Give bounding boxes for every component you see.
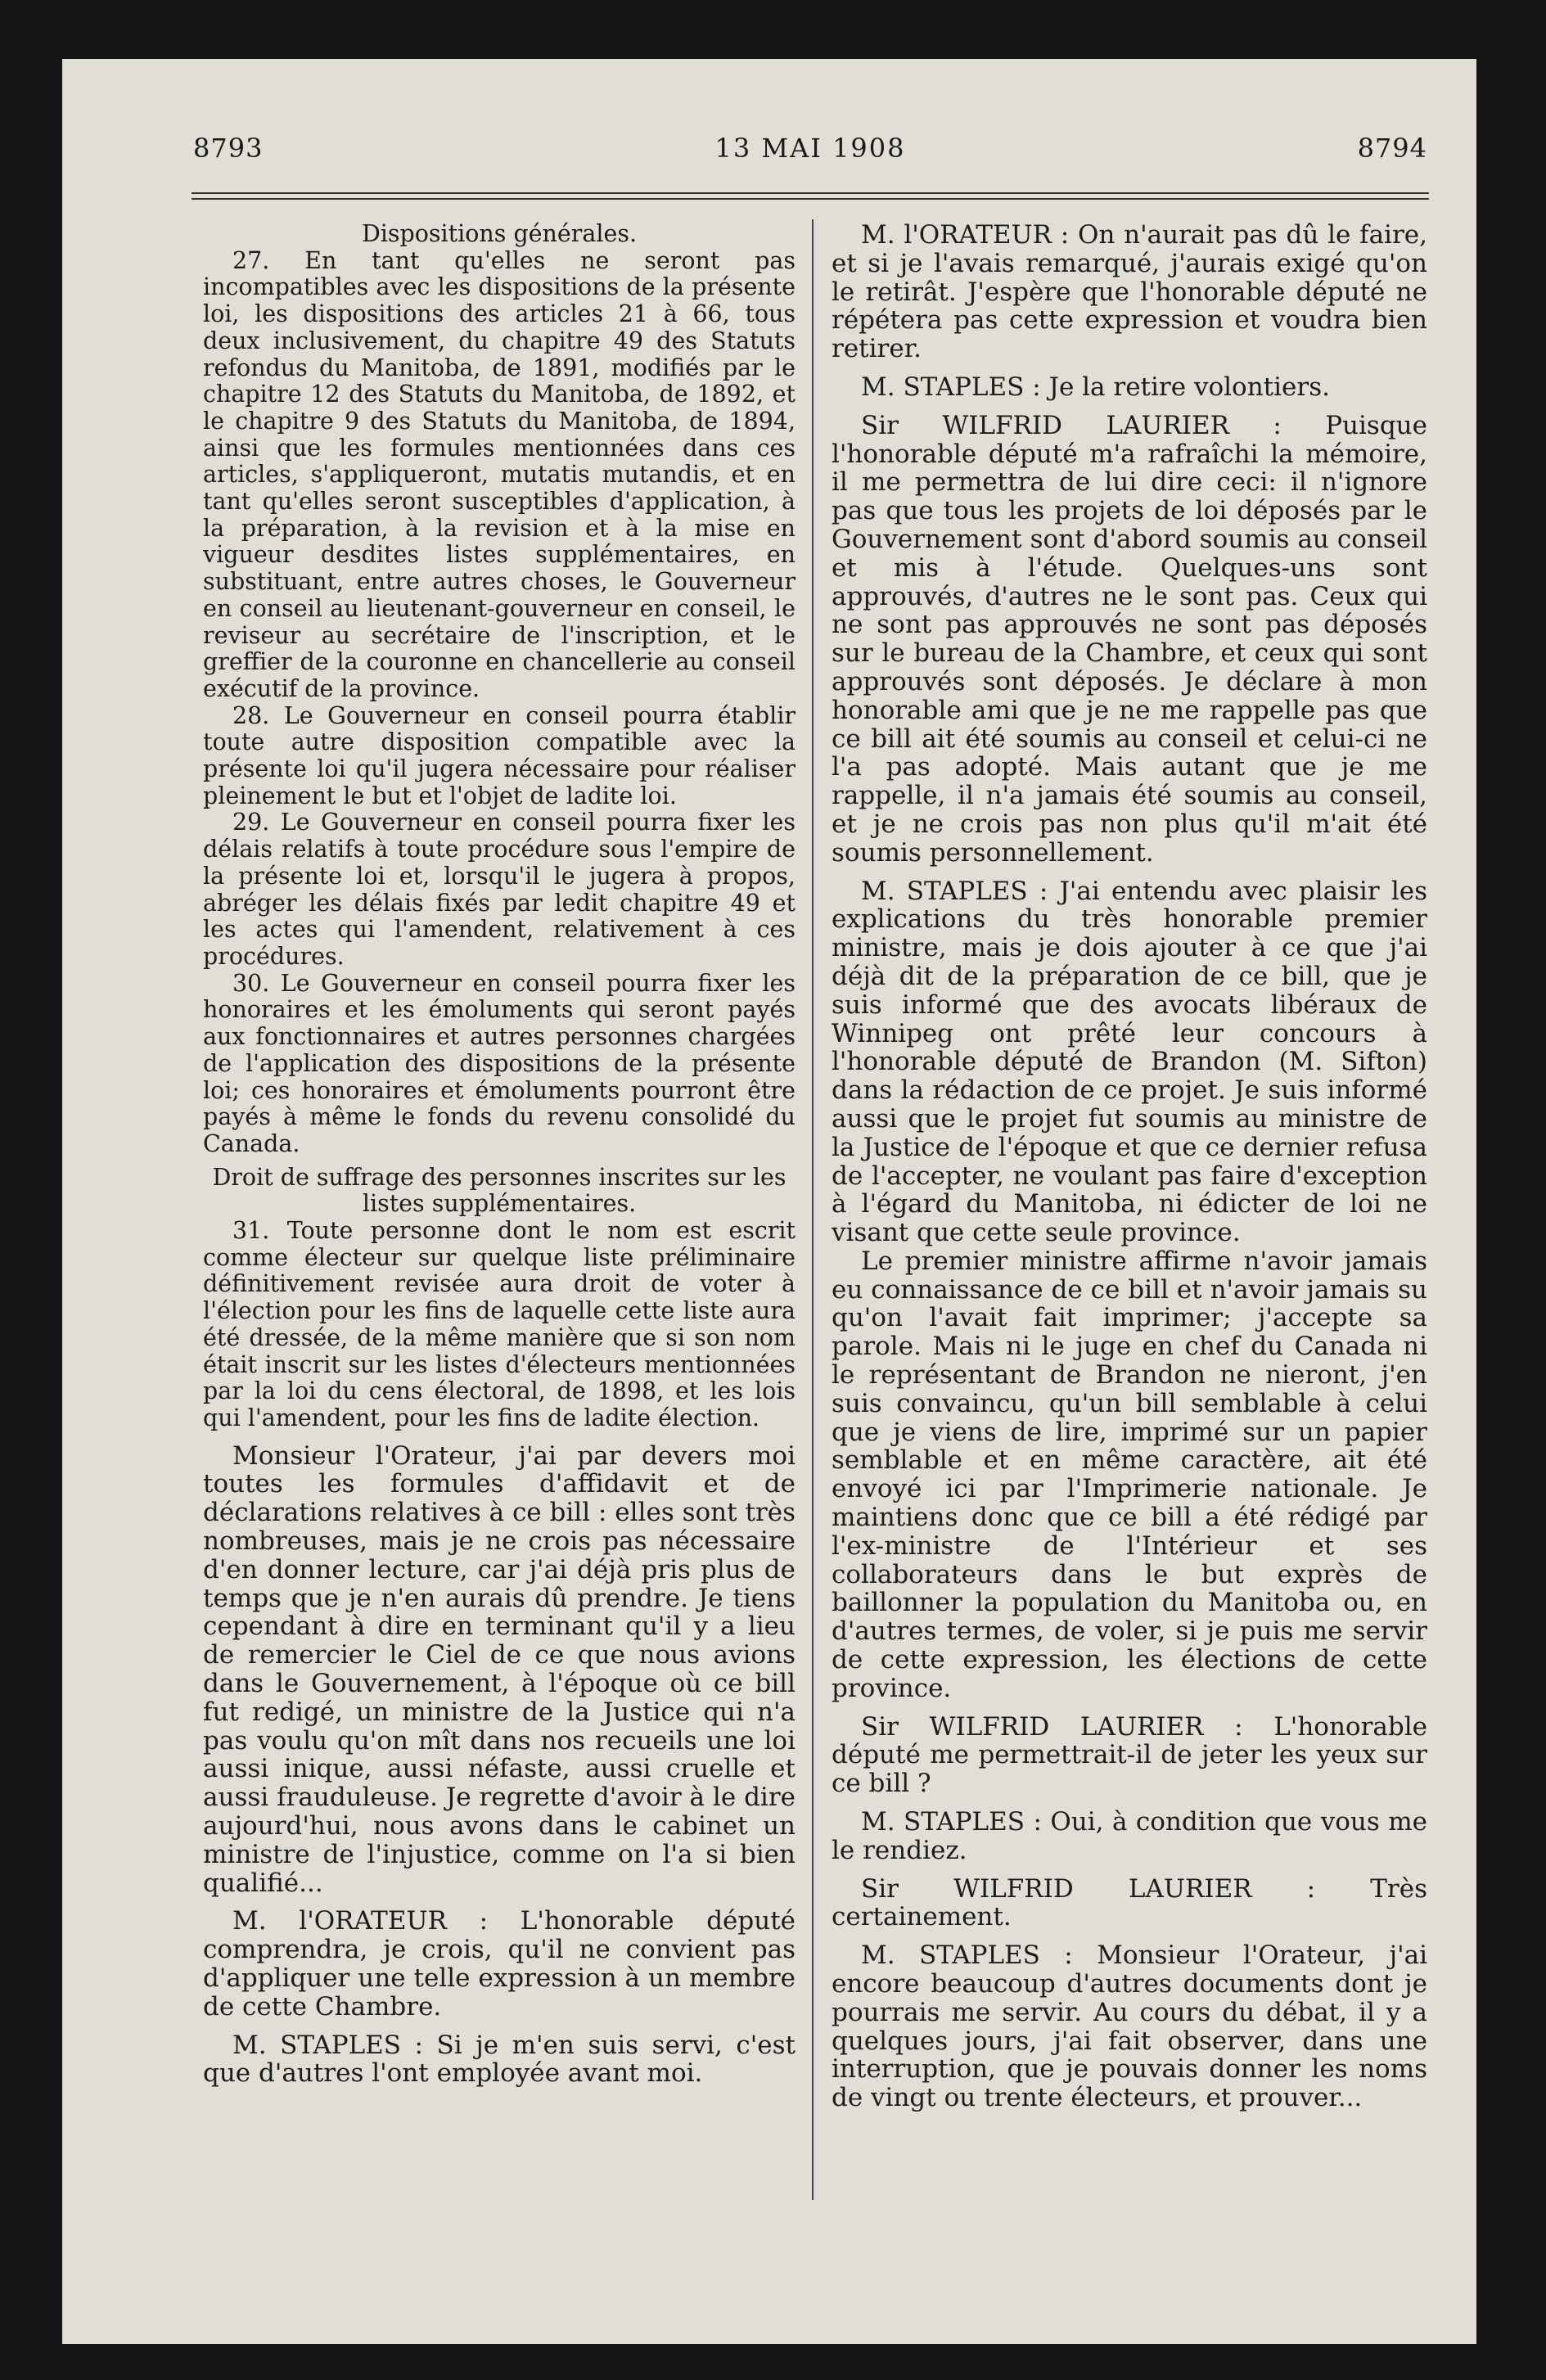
article-27: 27. En tant qu'elles ne seront pas incompatibles avec les dispositions de la présente loi, les dispositions des articles 21 à 66, tous deux inclusivement, du chapitre 49 des Statuts refondus du Manitoba, de 1891, modifiés par le chapitre 12 des Statuts du Manitoba, de 1892, et le chapitre 9 des Statuts du Manitoba, de 1894, ainsi que les formules mentionnées dans ces articles, s'appliqueront, mutatis mutandis, et en tant qu'elles seront susceptibles d'application, à la préparation, à la revision et à la mise en vigueur desdites listes supplémentaires, en substituant, entre autres choses, le Gouverneur en conseil au lieutenant-gouverneur en conseil, le reviseur au secrétaire de l'inscription, et le greffier de la couronne en chancellerie au conseil exécutif de la province.	[203, 246, 796, 702]
speech-paragraph: M. l'ORATEUR : On n'aurait pas dû le faire, et si je l'avais remarqué, j'aurais exigé qu'on le retirât. J'espère que l'honorable député ne répétera pas cette expression et voudra bien retirer.	[832, 221, 1427, 364]
speech-paragraph: M. STAPLES : Si je m'en suis servi, c'est que d'autres l'ont employée avant moi.	[203, 2030, 796, 2089]
scanned-page	[62, 59, 1476, 2344]
column-divider	[812, 219, 814, 2200]
speech-paragraph: Le premier ministre affirme n'avoir jamais eu connaissance de ce bill et n'avoir jamais su qu'on l'avait fait imprimer; j'accepte sa parole. Mais ni le juge en chef du Canada ni le représentant de Brandon ne nieront, j'en suis convaincu, qu'un bill semblable à celui que je viens de lire, imprimé sur un papier semblable et en même caractère, ait été envoyé ici par l'Imprimerie nationale. Je maintiens donc que ce bill a été rédigé par l'ex-ministre de l'Intérieur et ses collaborateurs dans le but exprès de baillonner la population du Manitoba ou, en d'autres termes, de voler, si je puis me servir de cette expression, les élections de cette province.	[832, 1246, 1427, 1703]
article-28: 28. Le Gouverneur en conseil pourra établir toute autre disposition compatible avec la présente loi qu'il jugera nécessaire pour réaliser pleinement le but et l'objet de ladite loi.	[203, 701, 796, 809]
right-page-number: 8794	[1357, 133, 1427, 164]
speech-paragraph: Sir WILFRID LAURIER : L'honorable député me permettrait-il de jeter les yeux sur ce bill ?	[832, 1711, 1427, 1799]
speech-paragraph: Sir WILFRID LAURIER : Puisque l'honorable député m'a rafraîchi la mémoire, il me permettra de lui dire ceci: il n'ignore pas que tous les projets de loi déposés par le Gouvernement sont d'abord soumis au conseil et mis à l'étude. Quelques-uns sont approuvés, d'autres ne le sont pas. Ceux qui ne sont pas approuvés ne sont pas déposés sur le bureau de la Chambre, et ceux qui sont approuvés sont déposés. Je déclare à mon honorable ami que je ne me rappelle pas que ce bill ait été soumis au conseil et celui-ci ne l'a pas adopté. Mais autant que je me rappelle, il n'a jamais été soumis au conseil, et je ne crois pas non plus qu'il m'ait été soumis personnellement.	[832, 410, 1427, 868]
speech-paragraph: M. STAPLES : Je la retire volontiers.	[861, 372, 1330, 402]
left-column	[203, 221, 796, 2202]
speech-paragraph: M. l'ORATEUR : L'honorable député comprendra, je crois, qu'il ne convient pas d'appliquer une telle expression à un membre de cette Chambre.	[203, 1906, 796, 2022]
article-31: 31. Toute personne dont le nom est escrit comme électeur sur quelque liste préliminaire définitivement revisée aura droit de voter à l'élection pour les fins de laquelle cette liste aura été dressée, de la même manière que si son nom était inscrit sur les listes d'électeurs mentionnées par la loi du cens électoral, de 1898, et les lois qui l'amendent, pour les fins de ladite élection.	[203, 1217, 796, 1431]
page-header	[193, 133, 1427, 182]
speech-paragraph: Monsieur l'Orateur, j'ai par devers moi toutes les formules d'affidavit et de déclarations relatives à ce bill : elles sont très nombreuses, mais je ne crois pas nécessaire d'en donner lecture, car j'ai déjà pris plus de temps que je n'en aurais dû prendre. Je tiens cependant à dire en terminant qu'il y a lieu de remercier le Ciel de ce que nous avions dans le Gouvernement, à l'époque où ce bill fut redigé, un ministre de la Justice qui n'a pas voulu qu'on mît dans nos recueils une loi aussi inique, aussi néfaste, aussi cruelle et aussi frauduleuse. Je regrette d'avoir à le dire aujourd'hui, nous avons dans le cabinet un ministre de l'injustice, comme on l'a si bien qualifié...	[203, 1440, 796, 1898]
speech-paragraph: M. STAPLES : J'ai entendu avec plaisir les explications du très honorable premier ministre, mais je dois ajouter à ce que j'ai déjà dit de la préparation de ce bill, que je suis informé que des avocats libéraux de Winnipeg ont prêté leur concours à l'honorable député de Brandon (M. Sifton) dans la rédaction de ce projet. Je suis informé aussi que le projet fut soumis au ministre de la Justice de l'époque et que ce dernier refusa de l'accepter, ne voulant pas faire d'exception à l'égard du Manitoba, ni édicter de loi ne visant que cette seule province.	[832, 876, 1427, 1248]
section-heading: Dispositions générales.	[361, 221, 638, 247]
header-rule-top	[192, 192, 1429, 194]
article-30: 30. Le Gouverneur en conseil pourra fixer les honoraires et les émoluments qui seront payés aux fonctionnaires et autres personnes chargées de l'application des dispositions de la présente loi; ces honoraires et émoluments pourront être payés à même le fonds du revenu consolidé du Canada.	[203, 969, 796, 1157]
speech-paragraph: M. STAPLES : Oui, à condition que vous me le rendiez.	[832, 1807, 1427, 1865]
left-page-number: 8793	[193, 133, 264, 164]
header-date: 13 MAI 1908	[714, 133, 906, 164]
speech-paragraph: M. STAPLES : Monsieur l'Orateur, j'ai encore beaucoup d'autres documents dont je pourrais me servir. Au cours du débat, il y a quelques jours, j'ai fait observer, dans une interruption, que je pouvais donner les noms de vingt ou trente électeurs, et prouver...	[832, 1941, 1427, 2113]
speech-paragraph: Sir WILFRID LAURIER : Très certainement.	[832, 1873, 1427, 1932]
section-heading: Droit de suffrage des personnes inscrites sur les listes supplémentaires.	[212, 1163, 787, 1218]
right-column	[832, 221, 1427, 2202]
header-rule-bottom	[192, 198, 1429, 200]
article-29: 29. Le Gouverneur en conseil pourra fixer les délais relatifs à toute procédure sous l'empire de la présente loi et, lorsqu'il le jugera à propos, abréger les délais fixés par ledit chapitre 49 et les actes qui l'amendent, relativement à ces procédures.	[203, 809, 796, 970]
